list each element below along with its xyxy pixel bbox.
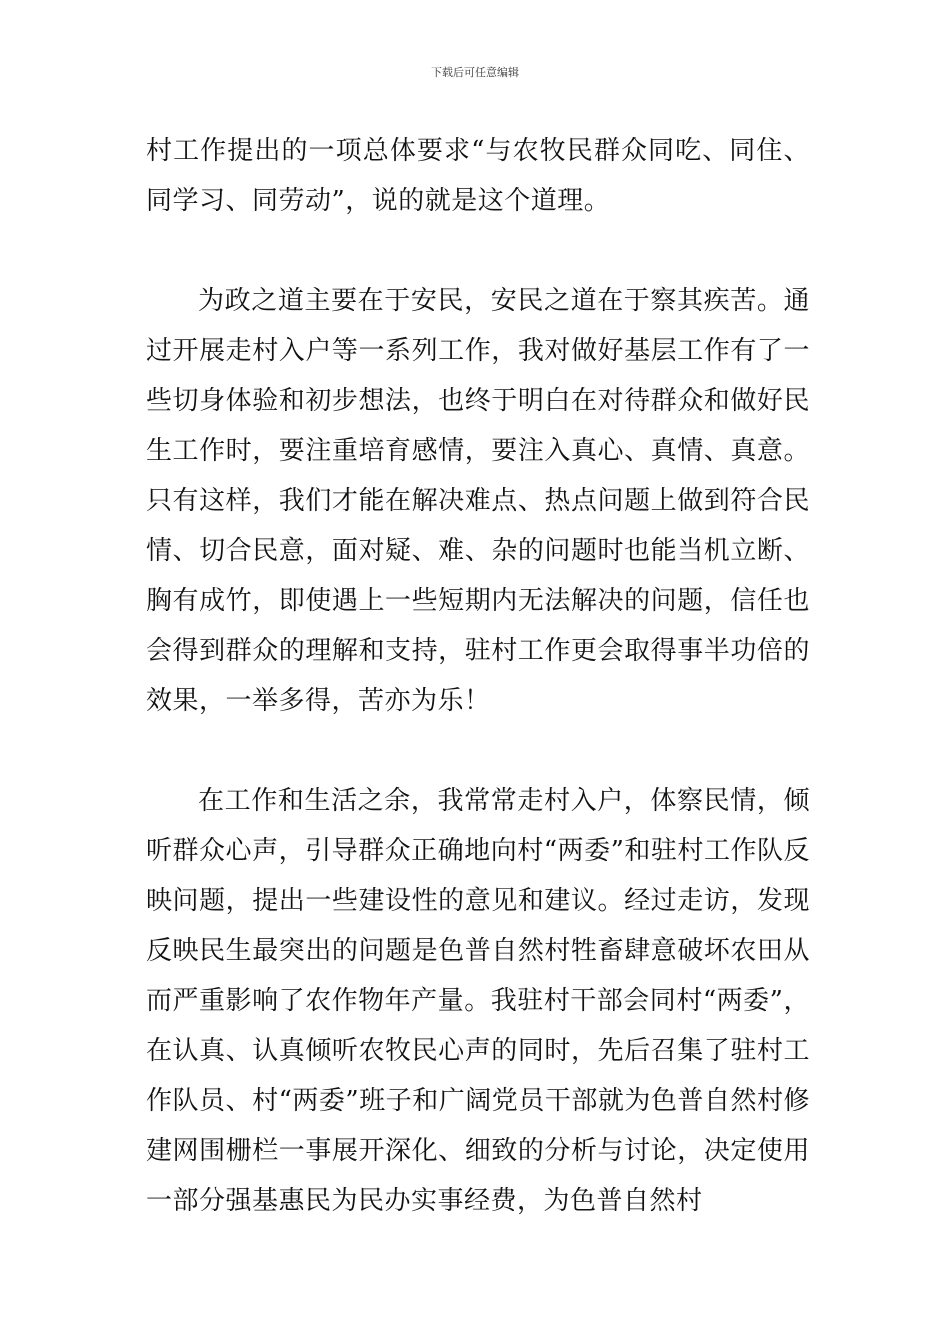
paragraph-village-visits: 在工作和生活之余，我常常走村入户，体察民情，倾听群众心声，引导群众正确地向村“两委”和驻村工作队反映问题，提出一些建设性的意见和建议。经过走访，发现反映民生最突出的问题是色普自然村牲畜肆意破坏农田从而严重影响了农作物年产量。我驻村干部会同村“两委”，在认真、认真倾听农牧民心声的同时，先后召集了驻村工作队员、村“两委”班子和广阔党员干部就为色普自然村修建网围栅栏一事展开深化、细致的分析与讨论，决定使用一部分强基惠民为民办实事经费，为色普自然村 [146, 786, 810, 1216]
paragraph-gap [146, 226, 810, 276]
document-body [146, 126, 810, 1226]
header-note: 下载后可任意编辑 [431, 66, 519, 79]
paragraph-gap [146, 726, 810, 776]
paragraph-governance: 为政之道主要在于安民，安民之道在于察其疾苦。通过开展走村入户等一系列工作，我对做好基层工作有了一些切身体验和初步想法，也终于明白在对待群众和做好民生工作时，要注重培育感情，要注入真心、真情、真意。只有这样，我们才能在解决难点、热点问题上做到符合民情、切合民意，面对疑、难、杂的问题时也能当机立断、胸有成竹，即使遇上一些短期内无法解决的问题，信任也会得到群众的理解和支持，驻村工作更会取得事半功倍的效果，一举多得，苦亦为乐！ [146, 286, 810, 716]
paragraph-continuation: 村工作提出的一项总体要求“与农牧民群众同吃、同住、同学习、同劳动”，说的就是这个道理。 [146, 136, 810, 216]
